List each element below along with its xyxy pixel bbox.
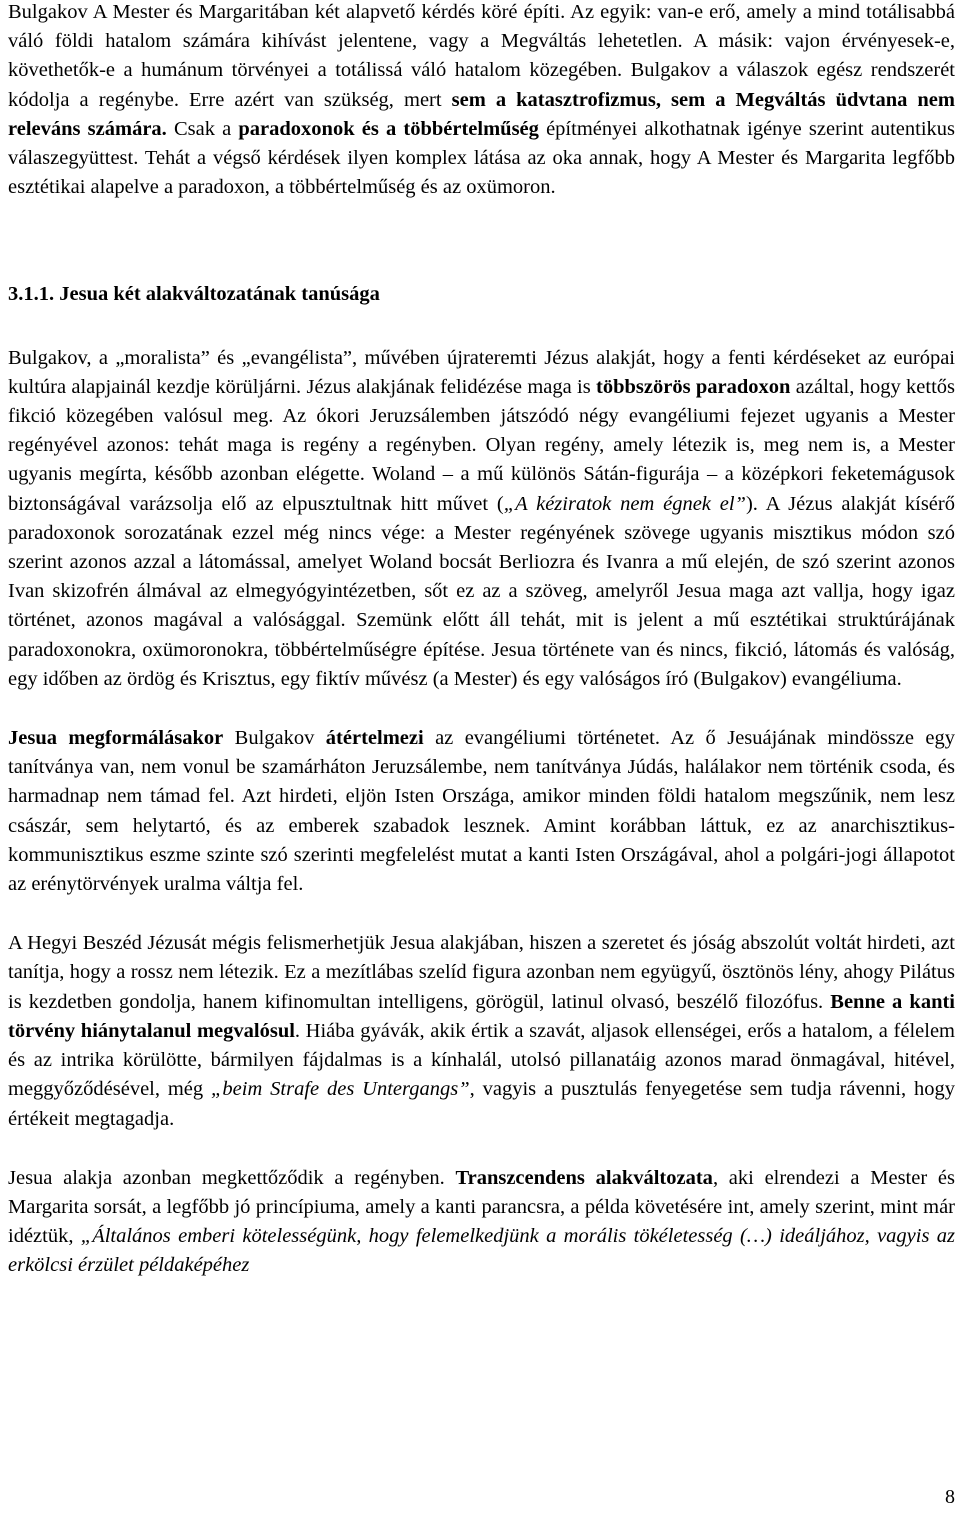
bold-run: Jesua megformálásakor <box>8 727 224 750</box>
text-run: , vagyis a pusztulás fenyegetése sem tudja rávenni, hogy értékeit megtagadja. <box>8 1078 955 1130</box>
text-run: Jesua alakja azonban megkettőződik a regényben. <box>8 1166 456 1189</box>
text-run: Bulgakov <box>223 727 326 750</box>
text-run: A Hegyi Beszéd Jézusát mégis felismerhetjük Jesua alakjában, hiszen a szeretet és jóság abszolút voltát hirdeti, azt tanítja, hogy a rossz nem létezik. Ez a mezítlábas szelíd figura azonban nem együgyű, ösztönös lény, ahogy Pilátus is kezdetben gondolja, hanem kifinomultan intelligens, görögül, latinul olvasó, beszélő filozófus. <box>8 932 955 1013</box>
italic-run: „Általános emberi kötelességünk, hogy felemelkedjünk a morális tökéletesség (…) ideáljához, vagyis az erkölcsi érzület példaképéhez <box>8 1225 955 1277</box>
italic-run: „A kéziratok nem égnek el” <box>503 492 746 515</box>
text-run: ). A Jézus alakját kísérő paradoxonok sorozatának ezzel még nincs vége: a Mester regényének szövege ugyanis misztikus módon szó szerint azonos azzal a látomással, amelyet Woland bocsát Berliozra és Ivanra a mű elején, de szó szerint azonos Ivan skizofrén álmával az elmegyógyintézetben, sőt ez az a szöveg, amelyről Jesua maga azt vallja, hogy igaz történet, azonos magával a valósággal. Szemünk előtt áll tehát, mit is jelent a mű esztétikai struktúrájának paradoxonokra, oxümoronokra, többértelműségre építése. Jesua története van és nincs, fikció, látomás és valóság, egy időben az ördög és Krisztus, egy fiktív művész (a Mester) és egy valóságos író (Bulgakov) evangéliuma. <box>8 492 955 690</box>
text-run: Csak a <box>166 117 239 140</box>
document-page <box>8 0 955 1281</box>
bold-run: többszörös paradoxon <box>596 375 791 398</box>
text-run: azáltal, hogy kettős fikció közegében valósul meg. Az ókori Jeruzsálemben játszódó négy evangéliumi fejezet ugyanis a Mester regényével azonos: tehát maga is regény a regényben. Olyan regény, amely létezik is, meg nem is, a Mester ugyanis megírta, később azonban elégette. Woland – a mű különös Sátán-figurája – a középkori feketemágusok biztonságával varázsolja elő az elpusztultnak hitt művet ( <box>8 375 955 515</box>
section-heading: 3.1.1. Jesua két alakváltozatának tanúsága <box>8 283 380 306</box>
italic-run: „beim Strafe des Untergangs” <box>211 1078 470 1101</box>
paragraph-transcendent-form <box>8 1164 955 1281</box>
bold-run: sem a katasztrofizmus, sem a Megváltás üdvtana nem releváns számára. <box>8 88 955 140</box>
bold-run: Transzcendens alakváltozata <box>455 1166 713 1189</box>
bold-run: átértelmezi <box>325 727 424 750</box>
text-run: Bulgakov, a „moralista” és „evangélista”, művében újrateremti Jézus alakját, hogy a fenti kérdéseket az európai kultúra alapjainál kezdje körüljárni. Jézus alakjának felidézése maga is <box>8 346 955 398</box>
page-number: 8 <box>945 1486 955 1508</box>
text-run: az evangéliumi történetet. Az ő Jesuájának mindössze egy tanítványa van, nem vonul be szamárháton Jeruzsálembe, nem tanítványa Júdás, halálakor nem történik csoda, és harmadnap nem támad fel. Azt hirdeti, eljön Isten Országa, amikor minden földi hatalom megszűnik, nem lesz császár, sem helytartó, és az emberek szabadok lesznek. Amint korábban láttuk, ez az anarchisztikus-kommunisztikus eszme szinte szó szerinti megfelelést mutat a kanti Isten Országával, ahol a polgári-jogi állapotot az erénytörvények uralma váltja fel. <box>8 727 955 896</box>
text-run: építményei alkothatnak igénye szerint autentikus válaszegyüttest. Tehát a végső kérdések ilyen komplex látása az oka annak, hogy A Mester és Margarita legfőbb esztétikai alapelve a paradoxon, a többértelműség és az oxümoron. <box>8 117 955 199</box>
paragraph-intro <box>8 0 955 202</box>
paragraph-reinterpretation <box>8 724 955 899</box>
text-run: . Hiába gyávák, akik értik a szavát, aljasok ellenségei, erős a hatalom, a félelem és az intrika körülötte, bármilyen fájdalmas is a kínhalál, utolsó pillanatáig azonos marad önmagával, hitével, meggyőződésével, még <box>8 1019 956 1101</box>
paragraph-sermon-on-mount <box>8 929 955 1133</box>
text-run: Bulgakov A Mester és Margaritában két alapvető kérdés köré építi. Az egyik: van-e erő, amely a mind totálisabbá váló földi hatalom számára kihívást jelentene, vagy a Megváltás lehetetlen. A másik: vajon érvényesek-e, követhetők-e a humánum törvényei a totálissá váló hatalom közegében. Bulgakov a válaszok egész rendszerét kódolja a regénybe. Erre azért van szükség, mert <box>8 1 955 111</box>
bold-run: paradoxonok és a többértelműség <box>238 117 539 140</box>
paragraph-jesus-figure <box>8 344 955 694</box>
text-run: , aki elrendezi a Mester és Margarita sorsát, a legfőbb jó princípiuma, amely a kanti parancsra, a példa követésére int, amely szerint, mint már idéztük, <box>8 1166 955 1248</box>
bold-run: Benne a kanti törvény hiánytalanul megvalósul <box>8 990 955 1042</box>
